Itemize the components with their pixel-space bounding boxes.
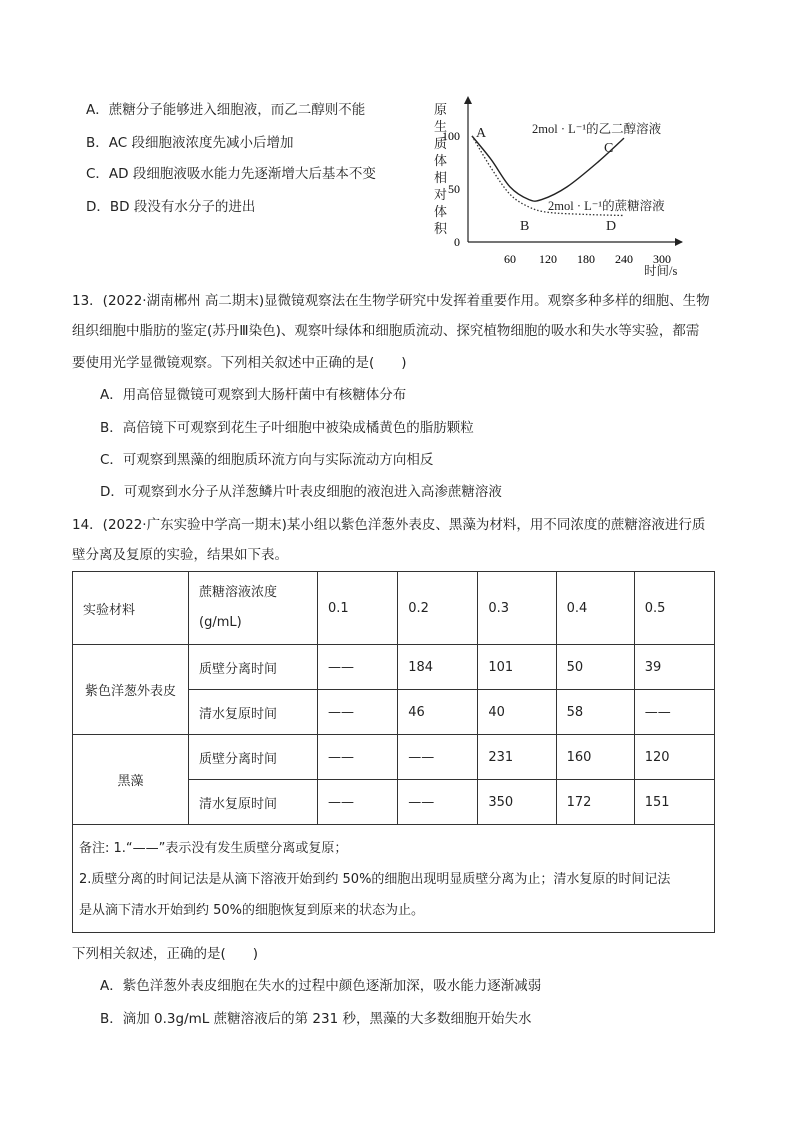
q14-stem-line-2: 壁分离及复原的实验，结果如下表。 (72, 547, 288, 563)
table-cell: 160 (556, 735, 634, 780)
table-cell: 172 (556, 780, 634, 825)
table-cell: 0.3 (478, 572, 556, 645)
q12-option-a: A．蔗糖分子能够进入细胞液，而乙二醇则不能 (86, 102, 366, 118)
table-cell: 101 (478, 645, 556, 690)
q13-stem-line-2: 组织细胞中脂肪的鉴定(苏丹Ⅲ染色)、观察叶绿体和细胞质流动、探究植物细胞的吸水和失水等实验，都需 (72, 323, 700, 339)
table-cell: 184 (398, 645, 478, 690)
table-note-row (73, 825, 715, 933)
point-label-c: C (604, 141, 614, 156)
y-tick-label: 50 (448, 182, 460, 196)
table-header-row (73, 572, 715, 645)
point-label-b: B (520, 219, 530, 234)
material-black-algae: 黑藻 (73, 735, 189, 825)
table-cell: 0.5 (634, 572, 714, 645)
table-cell: —— (318, 780, 398, 825)
x-axis-arrow (675, 238, 683, 246)
table-cell: 0.4 (556, 572, 634, 645)
q13-option-c: C．可观察到黑藻的细胞质环流方向与实际流动方向相反 (100, 452, 434, 468)
material-header: 实验材料 (73, 572, 189, 645)
concentration-header-unit: (g/mL) (199, 615, 242, 630)
note-line-2: 2.质壁分离的时间记法是从滴下溶液开始到约 50%的细胞出现明显质壁分离为止；清水复原的时间记法 (79, 872, 671, 887)
table-cell: —— (398, 735, 478, 780)
table-cell: 40 (478, 690, 556, 735)
x-axis-label: 时间/s (644, 264, 678, 278)
q13-option-d: D．可观察到水分子从洋葱鳞片叶表皮细胞的液泡进入高渗蔗糖溶液 (100, 484, 502, 500)
table-cell: 58 (556, 690, 634, 735)
x-tick-label: 60 (504, 252, 516, 266)
table-cell: —— (634, 690, 714, 735)
point-label-a: A (476, 126, 487, 141)
table-note (73, 825, 715, 933)
table-cell: 50 (556, 645, 634, 690)
row-label: 质壁分离时间 (189, 645, 318, 690)
note-line-1: 备注: 1.“——”表示没有发生质壁分离或复原； (79, 841, 348, 856)
row-label: 质壁分离时间 (189, 735, 318, 780)
volume-time-chart (420, 96, 690, 281)
table-cell: —— (318, 690, 398, 735)
q13-option-a: A．用高倍显微镜可观察到大肠杆菌中有核糖体分布 (100, 387, 407, 403)
x-tick-label: 180 (577, 252, 595, 266)
table-row (73, 735, 715, 780)
q14-question: 下列相关叙述，正确的是( ) (72, 946, 259, 962)
concentration-header-label: 蔗糖溶液浓度 (199, 585, 278, 600)
q14-option-b: B．滴加 0.3g/mL 蔗糖溶液后的第 231 秒，黑藻的大多数细胞开始失水 (100, 1011, 532, 1027)
q13-stem-line-3: 要使用光学显微镜观察。下列相关叙述中正确的是( ) (72, 355, 407, 371)
results-table (72, 571, 715, 933)
row-label: 清水复原时间 (189, 690, 318, 735)
x-tick-label: 120 (539, 252, 557, 266)
q14-stem-line-1: 14．(2022·广东实验中学高一期末)某小组以紫色洋葱外表皮、黑藻为材料，用不同浓度的蔗糖溶液进行质 (72, 517, 706, 533)
row-label: 清水复原时间 (189, 780, 318, 825)
point-label-d: D (606, 219, 617, 234)
y-axis-label: 原生质体相对体积 (434, 102, 448, 236)
table-cell: 0.2 (398, 572, 478, 645)
x-tick-label: 300 (653, 252, 671, 266)
q14-option-a: A．紫色洋葱外表皮细胞在失水的过程中颜色逐渐加深，吸水能力逐渐减弱 (100, 978, 542, 994)
y-tick-label: 0 (454, 235, 460, 249)
table-cell: —— (318, 735, 398, 780)
concentration-header (189, 572, 318, 645)
q12-option-b: B．AC 段细胞液浓度先减小后增加 (86, 135, 294, 151)
y-axis-arrow (464, 96, 472, 104)
table-cell: 46 (398, 690, 478, 735)
y-tick-label: 100 (442, 129, 460, 143)
table-cell: 151 (634, 780, 714, 825)
table-cell: 0.1 (318, 572, 398, 645)
table-cell: —— (318, 645, 398, 690)
q12-option-d: D．BD 段没有水分子的进出 (86, 199, 256, 215)
legend-sucrose: 2mol · L⁻¹的蔗糖溶液 (548, 199, 665, 213)
material-onion: 紫色洋葱外表皮 (73, 645, 189, 735)
q13-option-b: B．高倍镜下可观察到花生子叶细胞中被染成橘黄色的脂肪颗粒 (100, 420, 474, 436)
q13-stem-line-1: 13．(2022·湖南郴州 高二期末)显微镜观察法在生物学研究中发挥着重要作用。观察多种多样的细胞、生物 (72, 293, 710, 309)
table-cell: 350 (478, 780, 556, 825)
q12-option-c: C．AD 段细胞液吸水能力先逐渐增大后基本不变 (86, 166, 376, 182)
table-row (73, 645, 715, 690)
table-cell: —— (398, 780, 478, 825)
note-line-3: 是从滴下清水开始到约 50%的细胞恢复到原来的状态为止。 (79, 903, 425, 918)
table-cell: 231 (478, 735, 556, 780)
x-tick-label: 240 (615, 252, 633, 266)
legend-glycol: 2mol · L⁻¹的乙二醇溶液 (532, 122, 662, 136)
glycol-curve (472, 136, 624, 201)
table-cell: 39 (634, 645, 714, 690)
table-cell: 120 (634, 735, 714, 780)
